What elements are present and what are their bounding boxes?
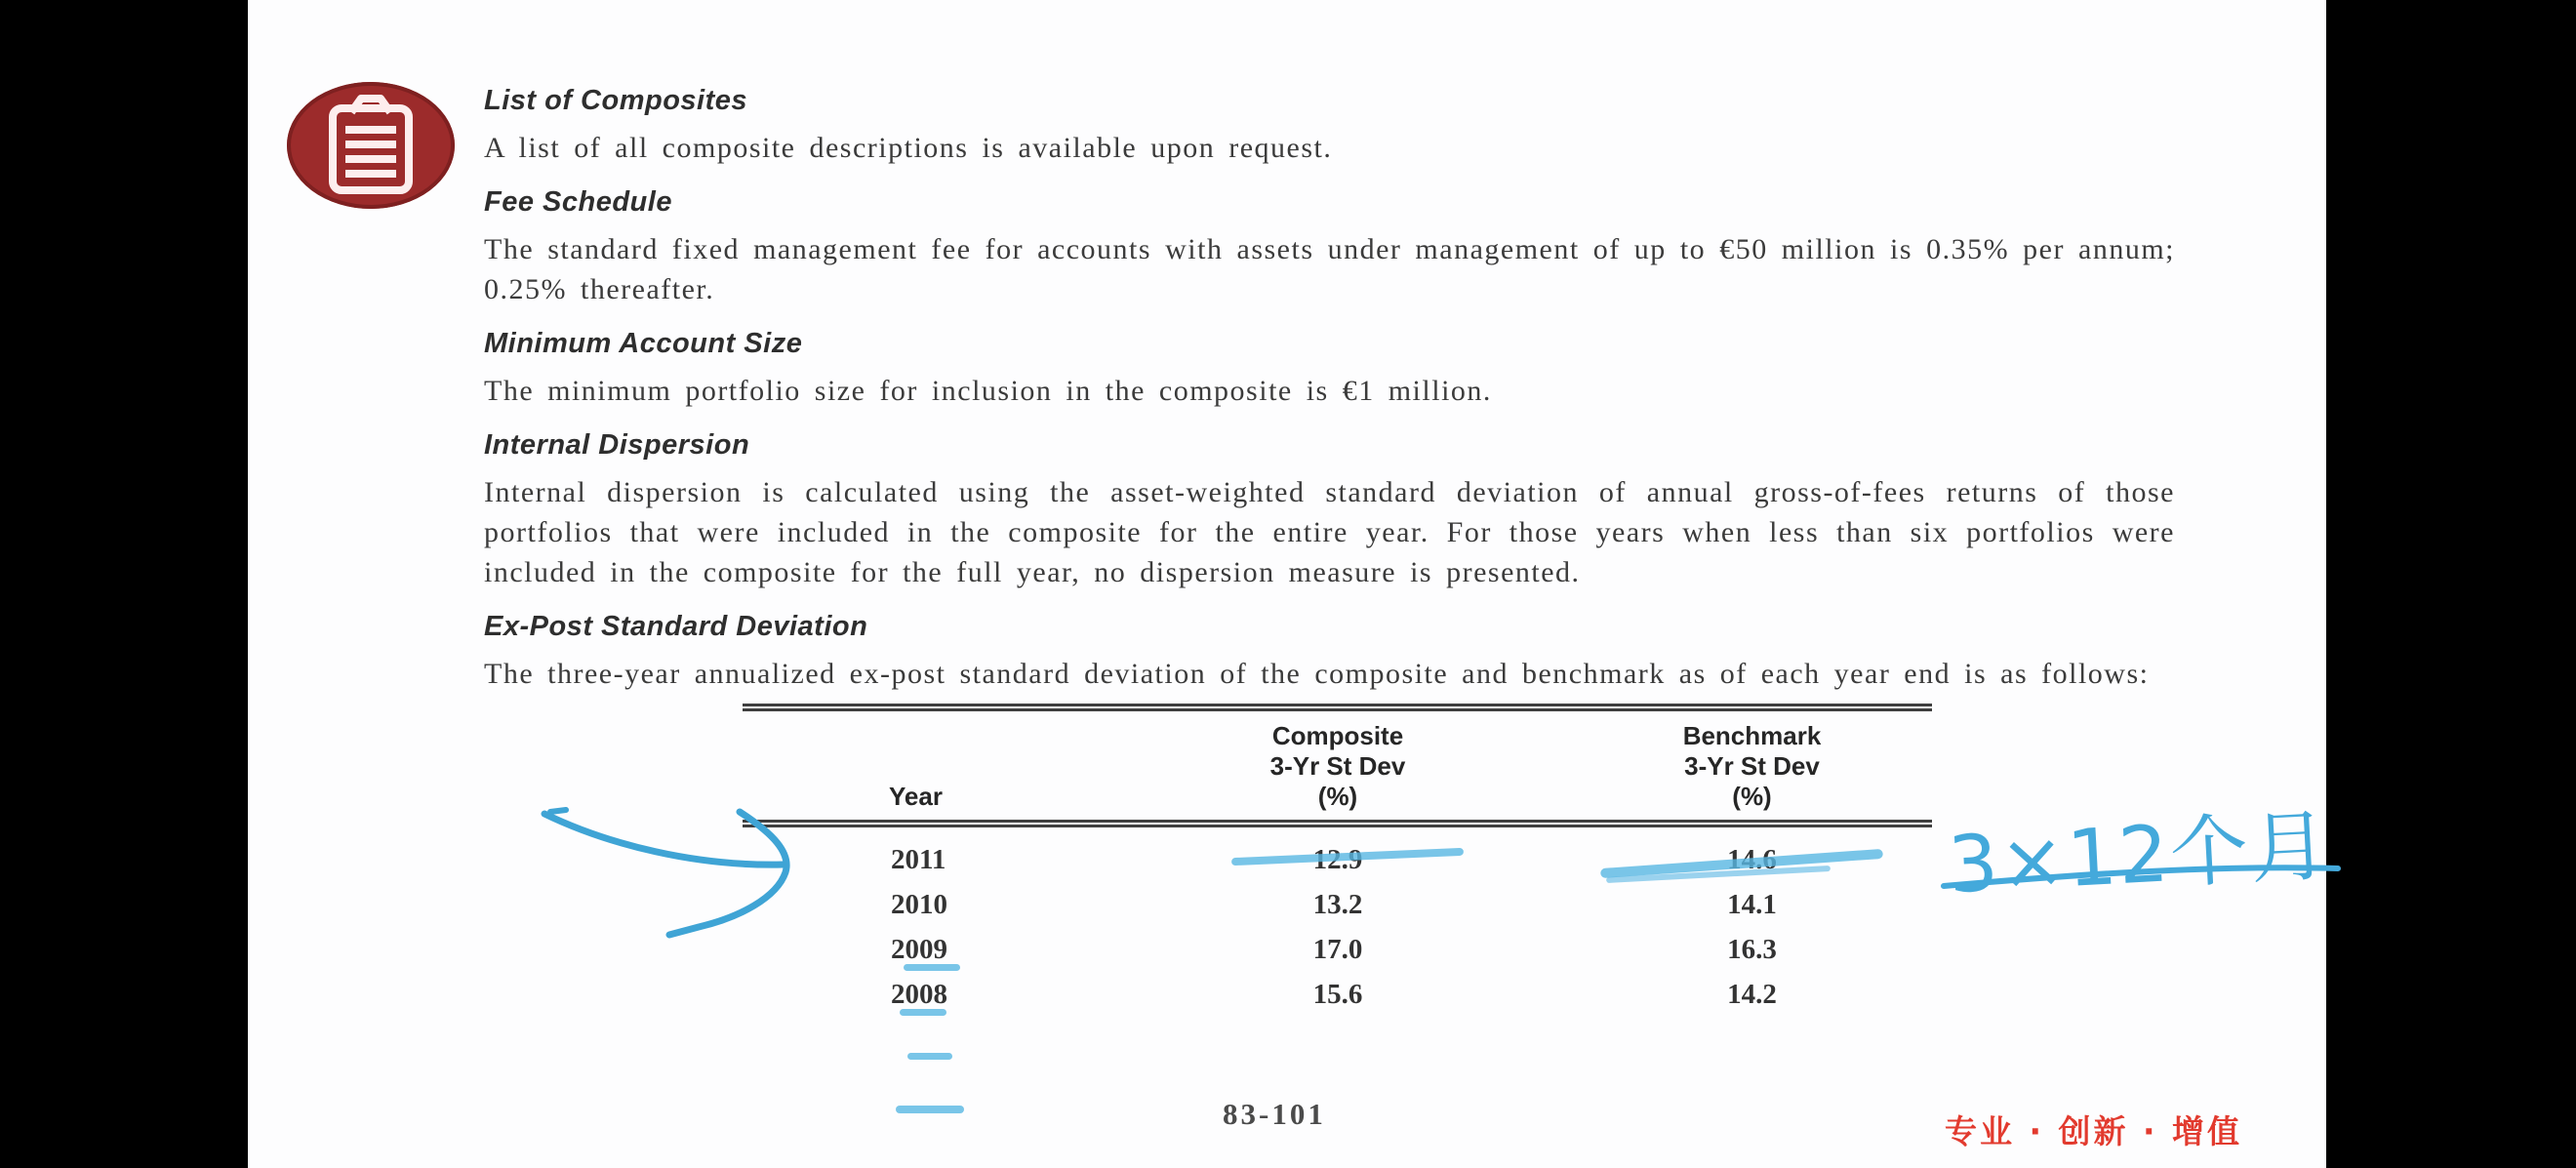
table-header-benchmark: Benchmark 3-Yr St Dev (%) (1682, 721, 1822, 811)
section-heading-minimum-account-size: Minimum Account Size (484, 328, 803, 359)
section-body-fee-schedule: The standard fixed management fee for accounts with assets under management of up to €50 million is 0.35% per annum; 0.25% thereafter. (484, 233, 2175, 305)
table-row: 2010 13.2 14.1 (891, 888, 1777, 920)
table-row: 2011 (891, 843, 946, 875)
year-2010-underline-mark (900, 1009, 946, 1016)
year-2008-underline-mark (896, 1106, 964, 1113)
table-header-composite: Composite 3-Yr St Dev (%) (1269, 721, 1406, 811)
section-heading-fee-schedule: Fee Schedule (484, 186, 672, 218)
table-header-year: Year (889, 782, 943, 811)
document-content (484, 0, 2175, 1131)
page-number: 83-101 (1223, 1097, 1326, 1131)
table-row: 2008 15.6 14.2 (891, 978, 1777, 1010)
handwritten-note: 3×12个月 (1946, 799, 2333, 911)
watermark-text: 专业 · 创新 · 增值 (1944, 1112, 2242, 1150)
year-2011-underline-mark (904, 964, 960, 971)
section-heading-list-of-composites: List of Composites (484, 85, 748, 116)
section-heading-internal-dispersion: Internal Dispersion (484, 429, 750, 461)
table-row: 2009 17.0 16.3 (891, 933, 1777, 965)
table-header-row (743, 711, 1932, 827)
section-body-ex-post-standard-deviation: The three-year annualized ex-post standard deviation of the composite and benchmark as of each year end is as follows: (484, 658, 2150, 690)
clipboard-icon (287, 82, 455, 209)
section-body-minimum-account-size: The minimum portfolio size for inclusion in the composite is €1 million. (484, 375, 1492, 407)
section-body-list-of-composites: A list of all composite descriptions is available upon request. (484, 132, 1333, 164)
section-body-internal-dispersion: Internal dispersion is calculated using the asset-weighted standard deviation of annual gross-of-fees returns of those portfolios that were included in the composite for the entire year. For those years when less than six portfolios were included in the composite for the full year, no dispersion measure is presented. (484, 476, 2175, 588)
section-heading-ex-post-standard-deviation: Ex-Post Standard Deviation (484, 611, 868, 642)
document-page (248, 0, 2333, 1168)
year-2009-underline-mark (907, 1053, 952, 1060)
